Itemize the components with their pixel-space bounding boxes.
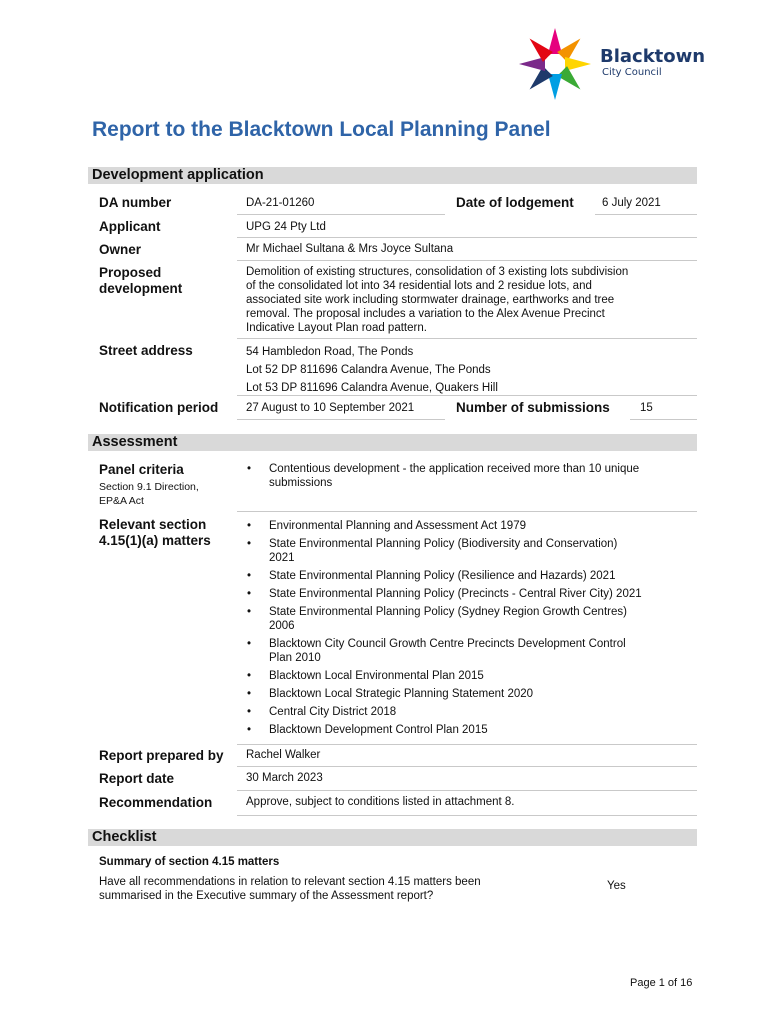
recommendation-value: Approve, subject to conditions listed in attachment 8. bbox=[246, 796, 515, 808]
notification-label: Notification period bbox=[99, 400, 219, 415]
relevant-label-line-1: Relevant section bbox=[99, 517, 207, 532]
section-bar-assessment bbox=[88, 434, 697, 451]
divider bbox=[237, 815, 697, 816]
report-date-label: Report date bbox=[99, 771, 175, 786]
divider bbox=[237, 395, 697, 396]
lodgement-value: 6 July 2021 bbox=[602, 197, 661, 209]
section-heading-assessment: Assessment bbox=[92, 434, 178, 450]
blacktown-logo-star-icon bbox=[515, 24, 595, 104]
street-address-label: Street address bbox=[99, 343, 193, 358]
list-item: • Blacktown City Council Growth Centre Precincts Development Control Plan 2010 bbox=[245, 637, 695, 665]
proposed-label bbox=[99, 265, 182, 297]
street-line: Lot 53 DP 811696 Calandra Avenue, Quakers Hill bbox=[246, 382, 498, 394]
panel-sub-line: Section 9.1 Direction, bbox=[99, 481, 199, 493]
list-item: • State Environmental Planning Policy (Biodiversity and Conservation) 2021 bbox=[245, 537, 695, 565]
list-item: • Blacktown Local Environmental Plan 2015 bbox=[245, 669, 695, 683]
list-item: • Blacktown Local Strategic Planning Statement 2020 bbox=[245, 687, 695, 701]
proposed-line: Indicative Layout Plan road pattern. bbox=[246, 322, 427, 334]
da-number-label: DA number bbox=[99, 195, 172, 210]
relevant-matters-list bbox=[245, 519, 695, 737]
list-item: • State Environmental Planning Policy (Resilience and Hazards) 2021 bbox=[245, 569, 695, 583]
list-item: • Central City District 2018 bbox=[245, 705, 695, 719]
proposed-description bbox=[246, 265, 628, 335]
divider bbox=[237, 260, 697, 261]
proposed-line: of the consolidated lot into 34 residential lots and 2 residue lots, and bbox=[246, 280, 592, 292]
panel-criteria-list bbox=[245, 462, 695, 490]
divider bbox=[237, 338, 697, 339]
proposed-line: removal. The proposal includes a variation to the Alex Avenue Precinct bbox=[246, 308, 605, 320]
street-address-value bbox=[246, 343, 498, 397]
section-heading-checklist: Checklist bbox=[92, 829, 157, 845]
report-date-value: 30 March 2023 bbox=[246, 772, 323, 784]
list-item: • State Environmental Planning Policy (Sydney Region Growth Centres) 2006 bbox=[245, 605, 695, 633]
divider bbox=[237, 744, 697, 745]
proposed-line: associated site work including stormwater drainage, earthworks and tree bbox=[246, 294, 615, 306]
divider bbox=[237, 511, 697, 512]
question-line: Have all recommendations in relation to relevant section 4.15 matters been bbox=[99, 876, 481, 888]
checklist-question bbox=[99, 875, 481, 903]
lodgement-label: Date of lodgement bbox=[456, 195, 574, 210]
panel-criteria-label: Panel criteria bbox=[99, 462, 184, 477]
proposed-label-line-1: Proposed bbox=[99, 265, 162, 280]
submissions-label: Number of submissions bbox=[456, 400, 610, 415]
proposed-label-line-2: development bbox=[99, 281, 183, 296]
submissions-value: 15 bbox=[640, 402, 653, 414]
list-item: • Blacktown Development Control Plan 2015 bbox=[245, 723, 695, 737]
divider bbox=[630, 419, 697, 420]
applicant-value: UPG 24 Pty Ltd bbox=[246, 221, 326, 233]
owner-label: Owner bbox=[99, 242, 142, 257]
prepared-by-value: Rachel Walker bbox=[246, 749, 321, 761]
divider bbox=[237, 214, 445, 215]
panel-sub-line: EP&A Act bbox=[99, 495, 144, 507]
section-bar-checklist bbox=[88, 829, 697, 846]
notification-value: 27 August to 10 September 2021 bbox=[246, 402, 415, 414]
divider bbox=[237, 766, 697, 767]
relevant-section-label bbox=[99, 517, 211, 549]
page-number: Page 1 of 16 bbox=[630, 977, 693, 989]
divider bbox=[237, 790, 697, 791]
divider bbox=[237, 237, 697, 238]
logo-subtitle: City Council bbox=[602, 67, 662, 78]
section-heading-development: Development application bbox=[92, 167, 264, 183]
list-item: • Contentious development - the application received more than 10 unique submissions bbox=[245, 462, 695, 490]
summary-heading: Summary of section 4.15 matters bbox=[99, 856, 280, 868]
prepared-by-label: Report prepared by bbox=[99, 748, 224, 763]
recommendation-label: Recommendation bbox=[99, 795, 213, 810]
checklist-answer: Yes bbox=[607, 880, 626, 892]
proposed-line: Demolition of existing structures, consolidation of 3 existing lots subdivision bbox=[246, 266, 629, 278]
page-title: Report to the Blacktown Local Planning Panel bbox=[92, 118, 551, 141]
divider bbox=[237, 419, 445, 420]
list-item: • State Environmental Planning Policy (Precincts - Central River City) 2021 bbox=[245, 587, 695, 601]
owner-value: Mr Michael Sultana & Mrs Joyce Sultana bbox=[246, 243, 454, 255]
list-item: • Environmental Planning and Assessment Act 1979 bbox=[245, 519, 695, 533]
question-line: summarised in the Executive summary of the Assessment report? bbox=[99, 890, 434, 902]
street-line: Lot 52 DP 811696 Calandra Avenue, The Ponds bbox=[246, 364, 491, 376]
da-number-value: DA-21-01260 bbox=[246, 197, 315, 209]
panel-criteria-sub bbox=[99, 480, 199, 508]
applicant-label: Applicant bbox=[99, 219, 161, 234]
relevant-label-line-2: 4.15(1)(a) matters bbox=[99, 533, 211, 548]
divider bbox=[595, 214, 697, 215]
street-line: 54 Hambledon Road, The Ponds bbox=[246, 346, 414, 358]
logo-name: Blacktown bbox=[600, 46, 706, 67]
